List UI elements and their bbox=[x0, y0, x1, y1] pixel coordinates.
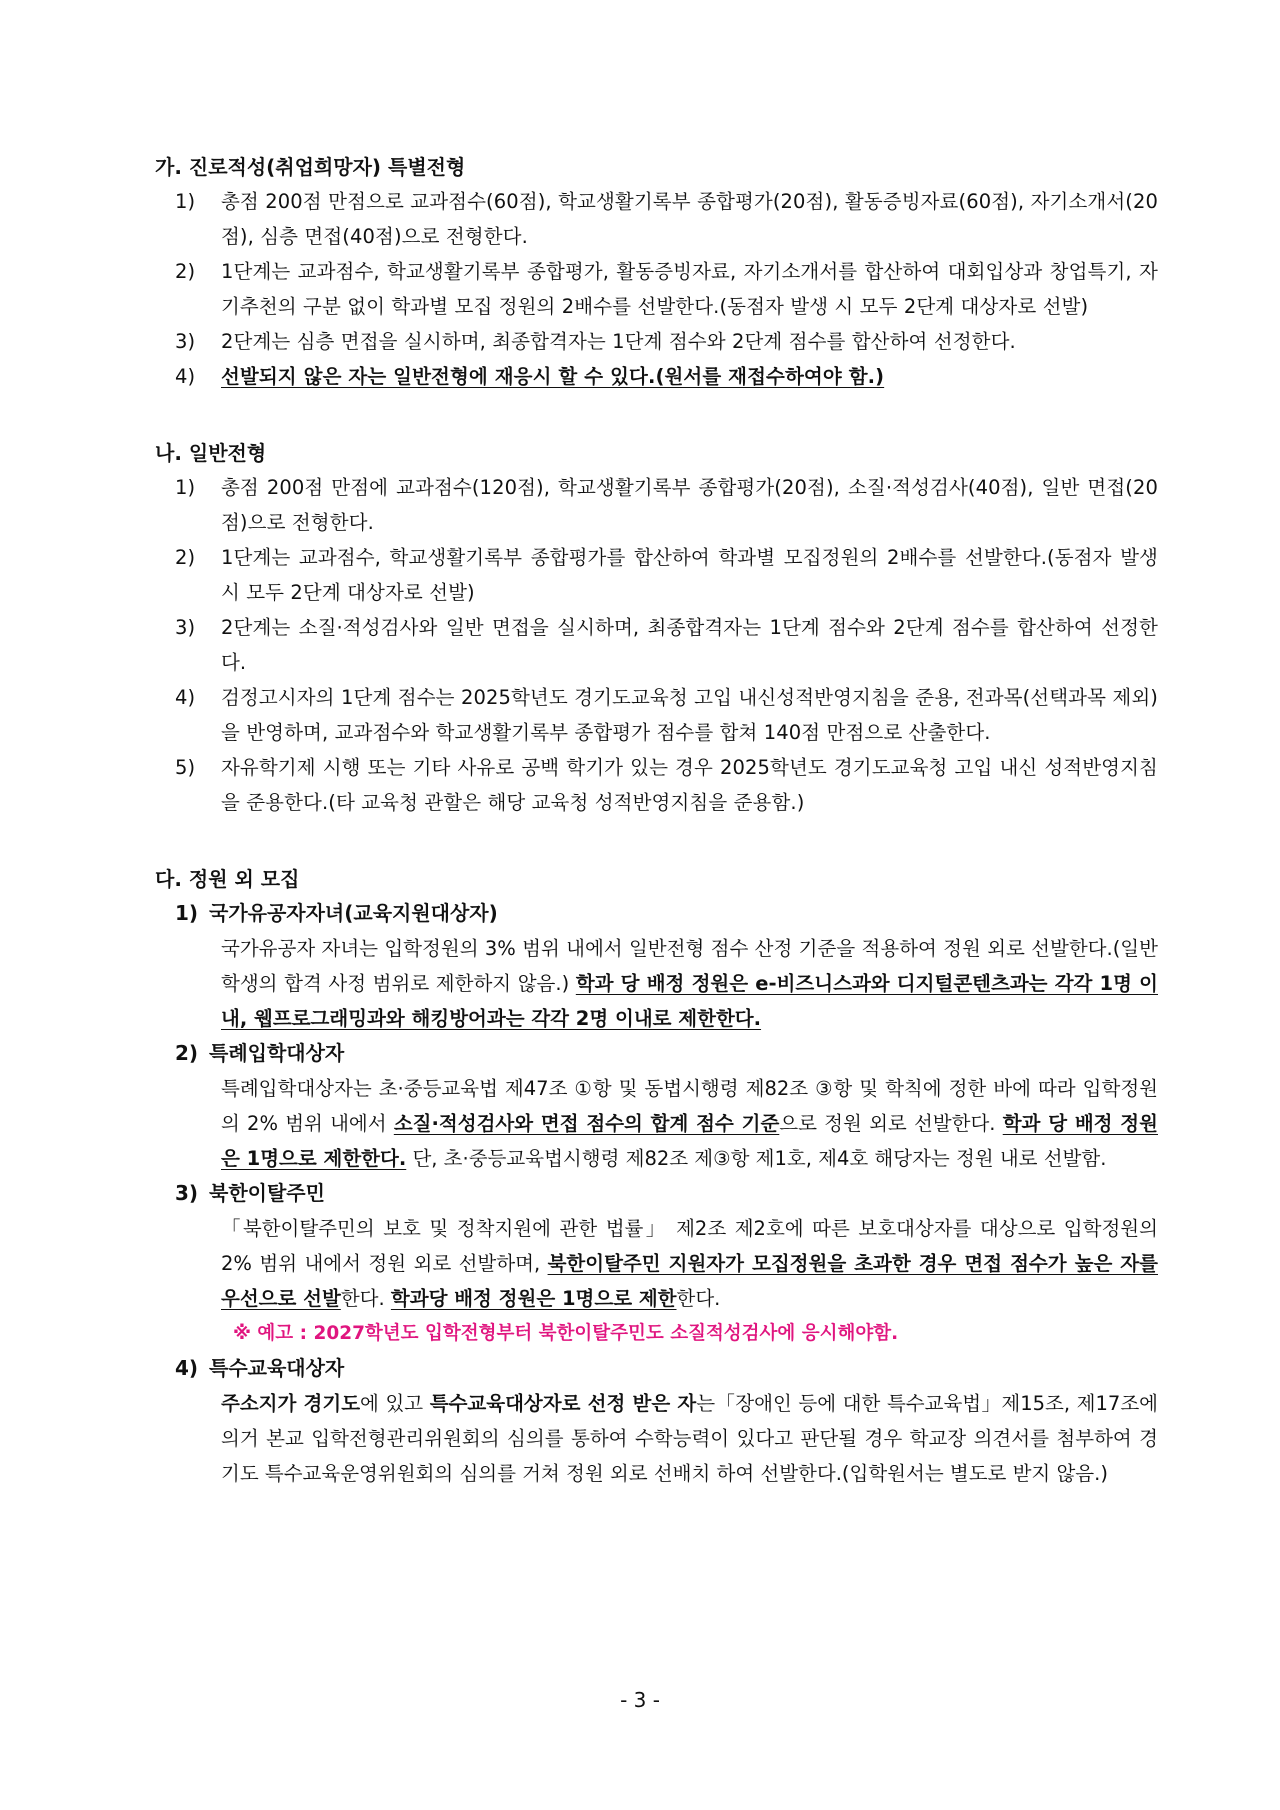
list-item bbox=[175, 750, 1158, 820]
item-number: 1) bbox=[175, 190, 196, 213]
subsection-paragraph bbox=[175, 1071, 1158, 1176]
item-text: 총점 200점 만점으로 교과점수(60점), 학교생활기록부 종합평가(20점), 활동증빙자료(60점), 자기소개서(20점), 심층 면접(40점)으로 전형한다. bbox=[221, 190, 1158, 248]
paragraph-emphasis: 학과 당 배정 정원은 e-비즈니스과와 디지털콘텐츠과는 각각 1명 이내, 웹프로그래밍과와 해킹방어과는 각각 2명 이내로 제한한다. bbox=[221, 972, 1158, 1030]
list-item bbox=[175, 540, 1158, 610]
item-number: 2) bbox=[175, 546, 196, 569]
paragraph-text: 특례입학대상자는 초·중등교육법 제47조 ①항 및 동법시행령 제82조 ③항 및 학칙에 정한 바에 따라 입학정원의 2% 범위 내에서 bbox=[221, 1077, 1158, 1135]
subsection-title bbox=[175, 1036, 1158, 1071]
paragraph-text: 한다. bbox=[676, 1287, 721, 1310]
list-item bbox=[175, 359, 1158, 394]
page-number: - 3 - bbox=[620, 1688, 660, 1712]
subsection-title-text: 북한이탈주민 bbox=[209, 1181, 325, 1205]
section-na bbox=[155, 436, 1158, 820]
subsection-title bbox=[175, 1351, 1158, 1386]
item-text: 1단계는 교과점수, 학교생활기록부 종합평가, 활동증빙자료, 자기소개서를 합산하여 대회입상과 창업특기, 자기추천의 구분 없이 학과별 모집 정원의 2배수를 선발한다.(동점자 발생 시 모두 2단계 대상자로 선발) bbox=[221, 260, 1158, 318]
item-text: 1단계는 교과점수, 학교생활기록부 종합평가를 합산하여 학과별 모집정원의 2배수를 선발한다.(동점자 발생 시 모두 2단계 대상자로 선발) bbox=[221, 546, 1158, 604]
paragraph-emphasis: 학과당 배정 정원은 1명으로 제한 bbox=[390, 1287, 677, 1310]
paragraph-text: 「북한이탈주민의 보호 및 정착지원에 관한 법률」 제2조 제2호에 따른 보호대상자를 대상으로 입학정원의 2% 범위 내에서 정원 외로 선발하며, bbox=[221, 1217, 1158, 1275]
list-item bbox=[175, 610, 1158, 680]
section-ga bbox=[155, 150, 1158, 394]
paragraph-text: 한다. bbox=[340, 1287, 391, 1310]
subsection-title bbox=[175, 896, 1158, 931]
section-da-title: 다. 정원 외 모집 bbox=[155, 867, 300, 891]
item-number: 3) bbox=[175, 330, 196, 353]
paragraph-text: 에 있고 bbox=[360, 1392, 430, 1415]
item-text: 총점 200점 만점에 교과점수(120점), 학교생활기록부 종합평가(20점), 소질·적성검사(40점), 일반 면접(20점)으로 전형한다. bbox=[221, 476, 1158, 534]
item-number: 3) bbox=[175, 616, 196, 639]
paragraph-emphasis: 학과 당 배정 정원은 1명으로 제한한다. bbox=[221, 1112, 1158, 1170]
subsection-number: 2) bbox=[175, 1041, 199, 1065]
subsection-title-text: 특례입학대상자 bbox=[209, 1041, 345, 1065]
paragraph-bold: 주소지가 경기도 bbox=[221, 1392, 361, 1415]
item-number: 1) bbox=[175, 476, 196, 499]
subsection-paragraph bbox=[175, 1211, 1158, 1316]
paragraph-text: 으로 정원 외로 선발한다. bbox=[779, 1112, 1003, 1135]
paragraph-text: 단, 초·중등교육법시행령 제82조 제③항 제1호, 제4호 해당자는 정원 내로 선발함. bbox=[406, 1147, 1107, 1170]
paragraph-text: 국가유공자 자녀는 입학정원의 3% 범위 내에서 일반전형 점수 산정 기준을 적용하여 정원 외로 선발한다.(일반 학생의 합격 사정 범위로 제한하지 않음.) bbox=[221, 937, 1158, 995]
list-item bbox=[175, 680, 1158, 750]
notice-text: ※ 예고 : 2027학년도 입학전형부터 북한이탈주민도 소질적성검사에 응시해야함. bbox=[233, 1323, 899, 1344]
paragraph-text: 는「장애인 등에 대한 특수교육법」제15조, 제17조에 의거 본교 입학전형관리위원회의 심의를 통하여 수학능력이 있다고 판단될 경우 학교장 의견서를 첨부하여 경기도 특수교육운영위원회의 심의를 거쳐 정원 외로 선배치 하여 선발한다.(입학원서는 별도로 받지 않음.) bbox=[221, 1392, 1159, 1485]
item-number: 4) bbox=[175, 365, 196, 388]
list-item bbox=[175, 324, 1158, 359]
list-item bbox=[175, 184, 1158, 254]
subsection-number: 4) bbox=[175, 1356, 199, 1380]
subsection-title-text: 특수교육대상자 bbox=[209, 1356, 345, 1380]
paragraph-bold: 특수교육대상자로 선정 받은 자 bbox=[429, 1392, 697, 1415]
subsection-number: 3) bbox=[175, 1181, 199, 1205]
subsection-title-text: 국가유공자자녀(교육지원대상자) bbox=[209, 901, 498, 925]
section-na-title: 나. 일반전형 bbox=[155, 441, 267, 465]
subsection-paragraph bbox=[175, 1386, 1158, 1491]
item-text: 자유학기제 시행 또는 기타 사유로 공백 학기가 있는 경우 2025학년도 경기도교육청 고입 내신 성적반영지침을 준용한다.(타 교육청 관할은 해당 교육청 성적반영지침을 준용함.) bbox=[221, 756, 1158, 814]
item-number: 4) bbox=[175, 686, 196, 709]
subsection-number: 1) bbox=[175, 901, 199, 925]
list-item bbox=[175, 470, 1158, 540]
item-text: 2단계는 소질·적성검사와 일반 면접을 실시하며, 최종합격자는 1단계 점수와 2단계 점수를 합산하여 선정한다. bbox=[221, 616, 1158, 674]
paragraph-emphasis: 소질·적성검사와 면접 점수의 합계 점수 기준 bbox=[393, 1112, 780, 1135]
item-text: 2단계는 심층 면접을 실시하며, 최종합격자는 1단계 점수와 2단계 점수를 합산하여 선정한다. bbox=[221, 330, 1016, 353]
list-item bbox=[175, 254, 1158, 324]
paragraph-emphasis: 북한이탈주민 지원자가 모집정원을 초과한 경우 면접 점수가 높은 자를 우선으로 선발 bbox=[221, 1252, 1158, 1310]
section-ga-title: 가. 진로적성(취업희망자) 특별전형 bbox=[155, 155, 466, 179]
item-text-emphasis: 선발되지 않은 자는 일반전형에 재응시 할 수 있다.(원서를 재접수하여야 함.) bbox=[221, 365, 885, 388]
item-text: 검정고시자의 1단계 점수는 2025학년도 경기도교육청 고입 내신성적반영지침을 준용, 전과목(선택과목 제외)을 반영하며, 교과점수와 학교생활기록부 종합평가 점수를 합쳐 140점 만점으로 산출한다. bbox=[221, 686, 1158, 744]
section-da bbox=[155, 862, 1158, 1491]
subsection-paragraph bbox=[175, 931, 1158, 1036]
subsection-title bbox=[175, 1176, 1158, 1211]
item-number: 5) bbox=[175, 756, 196, 779]
item-number: 2) bbox=[175, 260, 196, 283]
